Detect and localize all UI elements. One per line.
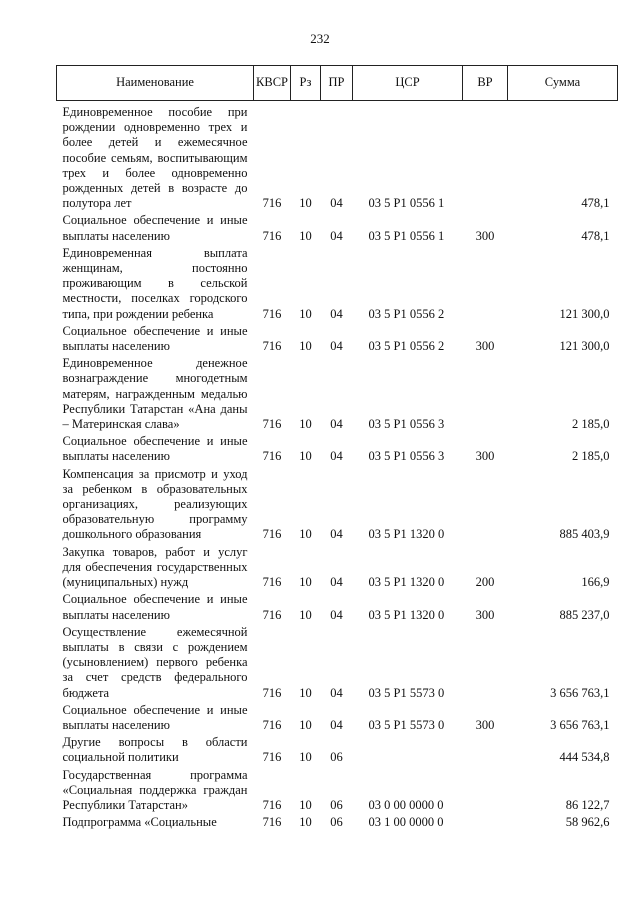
row-sum: 478,1 (581, 196, 610, 211)
row-csr: 03 5 P1 0556 1 (368, 228, 445, 243)
table-row (57, 101, 618, 214)
row-kvsr: 716 (262, 685, 282, 700)
row-vr (463, 768, 508, 816)
row-sum: 3 656 763,1 (550, 717, 610, 732)
row-name: Социальное обеспечение и иные выплаты населению (62, 592, 248, 622)
row-vr (463, 625, 508, 703)
row-vr: 300 (475, 449, 495, 464)
table-row (57, 246, 618, 324)
row-vr (463, 246, 508, 324)
row-kvsr: 716 (262, 527, 282, 542)
row-rz: 10 (299, 306, 312, 321)
row-sum: 166,9 (581, 575, 610, 590)
row-sum: 2 185,0 (572, 417, 610, 432)
row-kvsr: 716 (262, 306, 282, 321)
row-pr: 06 (330, 815, 343, 830)
row-pr: 04 (330, 339, 343, 354)
header-pr: ПР (321, 66, 353, 101)
row-sum: 885 237,0 (559, 607, 610, 622)
row-name: Компенсация за присмотр и уход за ребенком в образовательных организациях, реализующих образовательную программу дошкольного образования (62, 466, 248, 542)
row-csr: 03 1 00 0000 0 (368, 815, 444, 830)
row-kvsr: 716 (262, 750, 282, 765)
row-pr: 04 (330, 228, 343, 243)
row-vr: 200 (475, 575, 495, 590)
row-kvsr: 716 (262, 575, 282, 590)
row-sum: 2 185,0 (572, 449, 610, 464)
table-row (57, 768, 618, 816)
row-rz: 10 (299, 417, 312, 432)
row-pr: 04 (330, 196, 343, 211)
header-kvsr: КВСР (254, 66, 291, 101)
row-name: Социальное обеспечение и иные выплаты населению (62, 213, 248, 243)
row-vr (463, 815, 508, 832)
table-row (57, 434, 618, 466)
table-row (57, 703, 618, 735)
header-csr: ЦСР (353, 66, 463, 101)
row-pr: 04 (330, 607, 343, 622)
table-row (57, 592, 618, 624)
row-sum: 86 122,7 (565, 797, 610, 812)
row-rz: 10 (299, 196, 312, 211)
row-rz: 10 (299, 797, 312, 812)
row-pr: 04 (330, 306, 343, 321)
row-csr: 03 5 P1 1320 0 (368, 607, 445, 622)
header-name: Наименование (57, 66, 254, 101)
page-number: 232 (310, 31, 330, 46)
row-name: Единовременная выплата женщинам, постоянно проживающим в сельской местности, поселках городского типа, при рождении ребенка (62, 245, 248, 321)
row-name: Единовременное денежное вознаграждение многодетным матерям, награжденным медалью Республики Татарстан «Ана даны – Материнская слава» (62, 356, 248, 432)
row-csr: 03 5 P1 0556 1 (368, 196, 445, 211)
row-kvsr: 716 (262, 797, 282, 812)
row-vr: 300 (475, 717, 495, 732)
row-vr (463, 467, 508, 545)
row-rz: 10 (299, 685, 312, 700)
row-name: Единовременное пособие при рождении одновременно трех и более детей и ежемесячное пособие семьям, воспитывающим трех и более одновременно рожденных детей в возрасте до полутора лет (62, 105, 248, 211)
row-rz: 10 (299, 449, 312, 464)
row-vr (463, 356, 508, 434)
row-name: Подпрограмма «Социальные (62, 815, 217, 830)
row-rz: 10 (299, 750, 312, 765)
table-row (57, 213, 618, 245)
row-csr (353, 735, 463, 767)
row-vr: 300 (475, 339, 495, 354)
row-pr: 04 (330, 449, 343, 464)
row-kvsr: 716 (262, 717, 282, 732)
table-row (57, 356, 618, 434)
row-kvsr: 716 (262, 196, 282, 211)
row-rz: 10 (299, 607, 312, 622)
row-rz: 10 (299, 339, 312, 354)
row-pr: 04 (330, 575, 343, 590)
budget-table (56, 65, 618, 832)
header-sum: Сумма (508, 66, 618, 101)
row-pr: 04 (330, 527, 343, 542)
row-csr: 03 5 P1 0556 2 (368, 306, 445, 321)
row-csr: 03 5 P1 1320 0 (368, 575, 445, 590)
row-name: Социальное обеспечение и иные выплаты населению (62, 702, 248, 732)
table-header (57, 66, 618, 101)
row-kvsr: 716 (262, 449, 282, 464)
row-name: Социальное обеспечение и иные выплаты населению (62, 323, 248, 354)
row-csr: 03 5 P1 0556 3 (368, 449, 445, 464)
row-sum: 444 534,8 (559, 750, 610, 765)
row-vr: 300 (475, 228, 495, 243)
row-sum: 3 656 763,1 (550, 685, 610, 700)
row-name: Осуществление ежемесячной выплаты в связи с рождением (усыновлением) первого ребенка за счет средств федерального бюджета (62, 624, 248, 700)
row-rz: 10 (299, 717, 312, 732)
row-pr: 04 (330, 685, 343, 700)
row-rz: 10 (299, 575, 312, 590)
row-pr: 04 (330, 417, 343, 432)
table-row (57, 735, 618, 767)
row-kvsr: 716 (262, 417, 282, 432)
row-name: Социальное обеспечение и иные выплаты населению (62, 434, 248, 464)
row-rz: 10 (299, 228, 312, 243)
row-sum: 478,1 (581, 228, 610, 243)
table-row (57, 815, 618, 832)
row-csr: 03 5 P1 5573 0 (368, 717, 445, 732)
row-pr: 04 (330, 717, 343, 732)
row-vr (463, 101, 508, 214)
header-vr: ВР (463, 66, 508, 101)
row-sum: 121 300,0 (559, 339, 610, 354)
header-rz: Рз (291, 66, 321, 101)
row-sum: 121 300,0 (559, 306, 610, 321)
row-kvsr: 716 (262, 815, 282, 830)
table-row (57, 625, 618, 703)
row-pr: 06 (330, 797, 343, 812)
row-csr: 03 5 P1 0556 3 (368, 417, 445, 432)
row-name: Закупка товаров, работ и услуг для обеспечения государственных (муниципальных) нужд (62, 544, 248, 590)
table-row (57, 467, 618, 545)
table-row (57, 324, 618, 356)
row-pr: 06 (330, 750, 343, 765)
row-sum: 58 962,6 (565, 815, 610, 830)
row-rz: 10 (299, 815, 312, 830)
row-rz: 10 (299, 527, 312, 542)
row-csr: 03 0 00 0000 0 (368, 797, 444, 812)
row-vr (463, 735, 508, 767)
table-row (57, 545, 618, 593)
row-kvsr: 716 (262, 339, 282, 354)
row-kvsr: 716 (262, 607, 282, 622)
row-name: Государственная программа «Социальная поддержка граждан Республики Татарстан» (62, 767, 248, 812)
row-csr: 03 5 P1 0556 2 (368, 339, 445, 354)
row-sum: 885 403,9 (559, 527, 610, 542)
row-name: Другие вопросы в области социальной политики (62, 735, 248, 765)
row-kvsr: 716 (262, 228, 282, 243)
row-csr: 03 5 P1 5573 0 (368, 685, 445, 700)
row-vr: 300 (475, 607, 495, 622)
row-csr: 03 5 P1 1320 0 (368, 527, 445, 542)
